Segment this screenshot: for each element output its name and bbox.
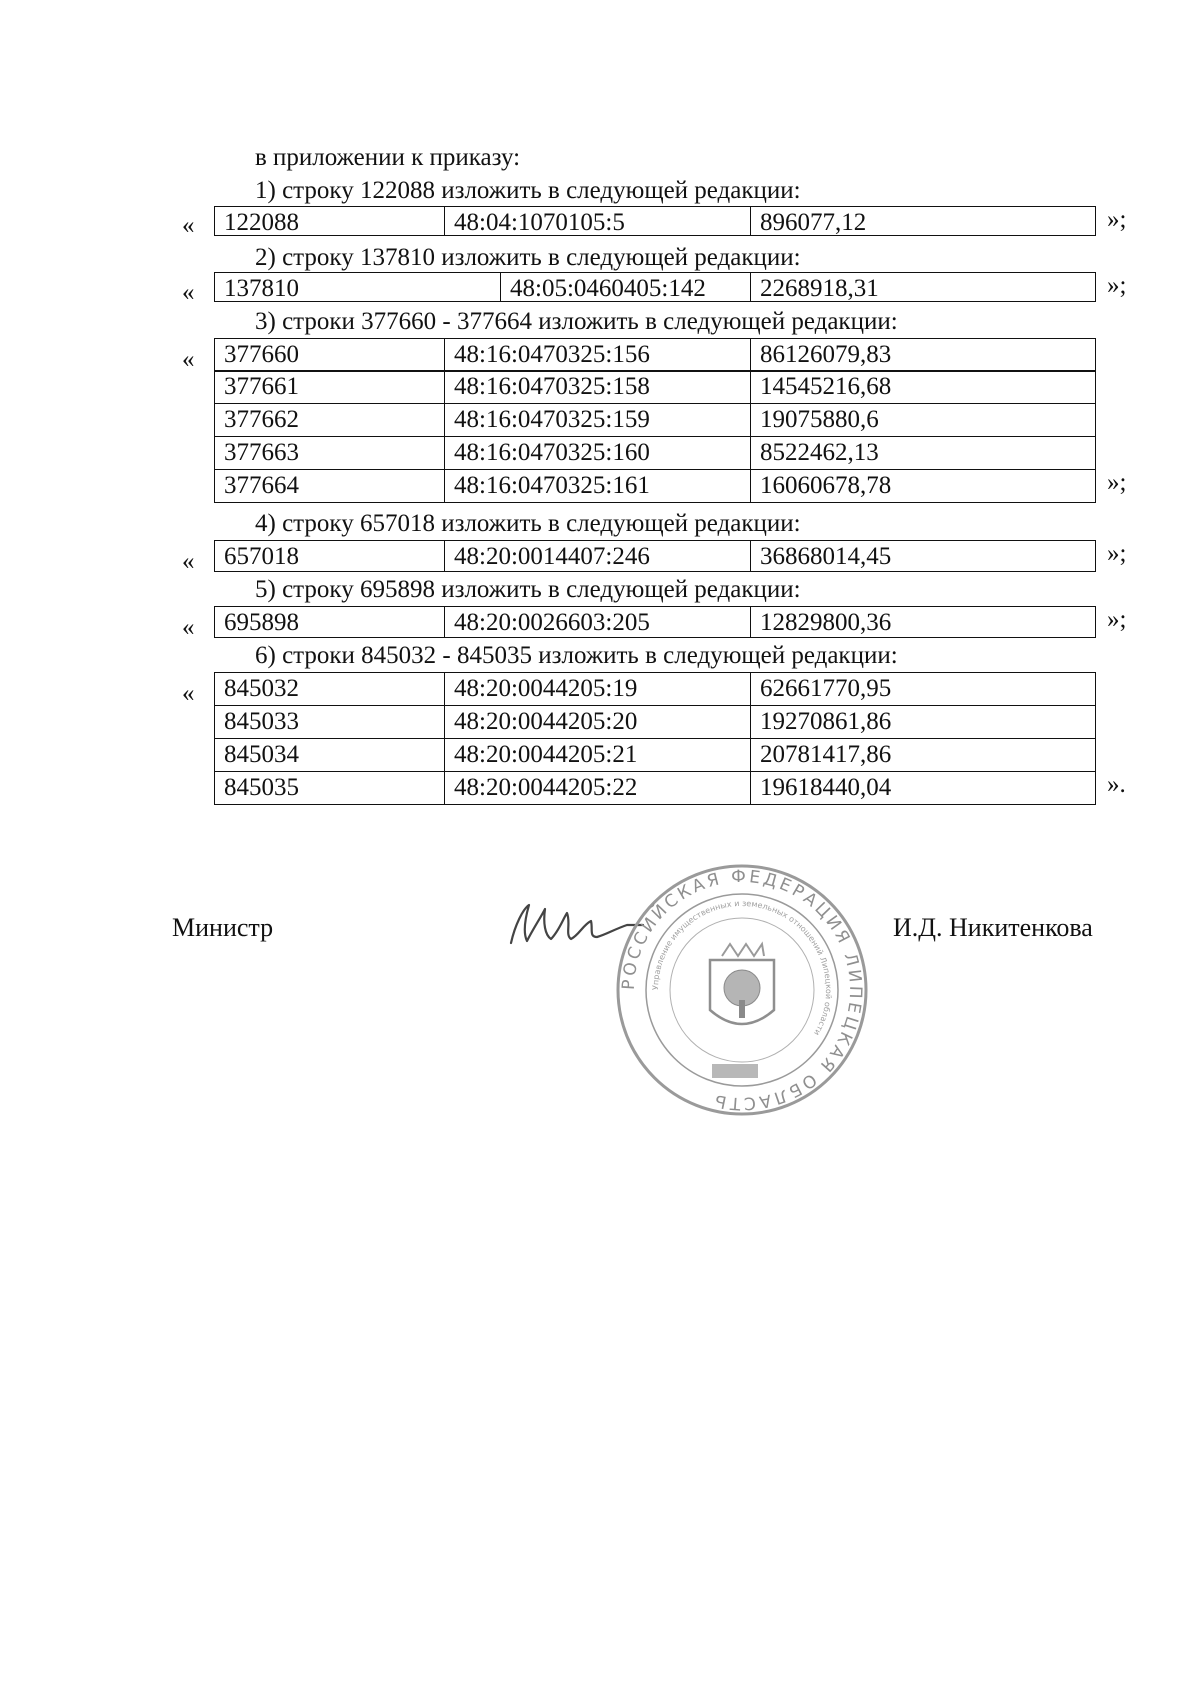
cadastral-value: 86126079,83 <box>750 339 1095 371</box>
cadastral-value: 62661770,95 <box>750 673 1095 705</box>
table-row <box>214 436 1096 470</box>
close-quote: ». <box>1107 771 1126 798</box>
row-number: 695898 <box>224 609 299 636</box>
cadastral-value: 16060678,78 <box>750 470 1095 502</box>
table-row <box>214 771 1096 805</box>
table-row <box>214 705 1096 739</box>
cadastral-value: 19075880,6 <box>750 404 1095 436</box>
cadastral-number: 48:20:0014407:246 <box>444 541 750 571</box>
cadastral-number: 48:16:0470325:156 <box>444 339 750 371</box>
row-number: 377662 <box>224 406 299 433</box>
seal-inner-text: Управление имущественных и земельных отношений Липецкой области <box>650 898 834 1038</box>
coat-of-arms-icon <box>710 944 774 1024</box>
close-quote: »; <box>1107 469 1127 496</box>
section-heading: 6) строки 845032 - 845035 изложить в следующей редакции: <box>255 642 898 669</box>
cadastral-value: 896077,12 <box>750 207 1095 235</box>
open-quote: « <box>182 614 195 641</box>
close-quote: »; <box>1107 606 1127 633</box>
table-row <box>214 370 1096 404</box>
open-quote: « <box>182 279 195 306</box>
section-heading: 4) строку 657018 изложить в следующей редакции: <box>255 510 801 537</box>
row-number: 377661 <box>224 373 299 400</box>
cadastral-value: 8522462,13 <box>750 437 1095 469</box>
cadastral-number: 48:20:0044205:19 <box>444 673 750 705</box>
cadastral-value: 20781417,86 <box>750 739 1095 771</box>
cadastral-number: 48:20:0044205:21 <box>444 739 750 771</box>
cadastral-number: 48:20:0026603:205 <box>444 607 750 637</box>
seal-outer-text: РОССИЙСКАЯ ФЕДЕРАЦИЯ ЛИПЕЦКАЯ ОБЛАСТЬ <box>618 866 866 1114</box>
open-quote: « <box>182 680 195 707</box>
open-quote: « <box>182 548 195 575</box>
table-row <box>214 672 1096 706</box>
row-number: 377664 <box>224 472 299 499</box>
table-row <box>214 206 1096 236</box>
close-quote: »; <box>1107 540 1127 567</box>
open-quote: « <box>182 346 195 373</box>
cadastral-number: 48:16:0470325:159 <box>444 404 750 436</box>
table-row <box>214 338 1096 372</box>
table-row <box>214 738 1096 772</box>
section-heading: 5) строку 695898 изложить в следующей редакции: <box>255 576 801 603</box>
cadastral-value: 14545216,68 <box>750 371 1095 403</box>
section-heading: 3) строки 377660 - 377664 изложить в следующей редакции: <box>255 308 898 335</box>
table-row <box>214 272 1096 302</box>
cadastral-number: 48:05:0460405:142 <box>500 273 750 301</box>
intro-text: в приложении к приказу: <box>255 144 521 171</box>
row-number: 122088 <box>224 209 299 235</box>
table-row <box>214 469 1096 503</box>
open-quote: « <box>182 212 195 239</box>
section-heading: 1) строку 122088 изложить в следующей редакции: <box>255 177 801 204</box>
cadastral-value: 12829800,36 <box>750 607 1095 637</box>
row-number: 845033 <box>224 708 299 735</box>
cadastral-value: 36868014,45 <box>750 541 1095 571</box>
cadastral-value: 19270861,86 <box>750 706 1095 738</box>
table-row <box>214 403 1096 437</box>
official-seal <box>612 860 872 1120</box>
table-row <box>214 606 1096 638</box>
cadastral-number: 48:20:0044205:20 <box>444 706 750 738</box>
row-number: 845034 <box>224 741 299 768</box>
row-number: 657018 <box>224 543 299 570</box>
signatory-title: Министр <box>172 913 274 942</box>
cadastral-number: 48:04:1070105:5 <box>444 207 750 235</box>
section-heading: 2) строку 137810 изложить в следующей редакции: <box>255 244 801 271</box>
row-number: 845032 <box>224 675 299 702</box>
signatory-name: И.Д. Никитенкова <box>893 913 1093 942</box>
row-number: 377660 <box>224 341 299 368</box>
cadastral-number: 48:16:0470325:161 <box>444 470 750 502</box>
cadastral-number: 48:16:0470325:160 <box>444 437 750 469</box>
row-number: 845035 <box>224 774 299 801</box>
cadastral-number: 48:20:0044205:22 <box>444 772 750 804</box>
close-quote: »; <box>1107 272 1127 299</box>
table-row <box>214 540 1096 572</box>
close-quote: »; <box>1107 206 1127 233</box>
cadastral-value: 19618440,04 <box>750 772 1095 804</box>
cadastral-number: 48:16:0470325:158 <box>444 371 750 403</box>
row-number: 137810 <box>224 275 299 301</box>
cadastral-value: 2268918,31 <box>750 273 1095 301</box>
row-number: 377663 <box>224 439 299 466</box>
